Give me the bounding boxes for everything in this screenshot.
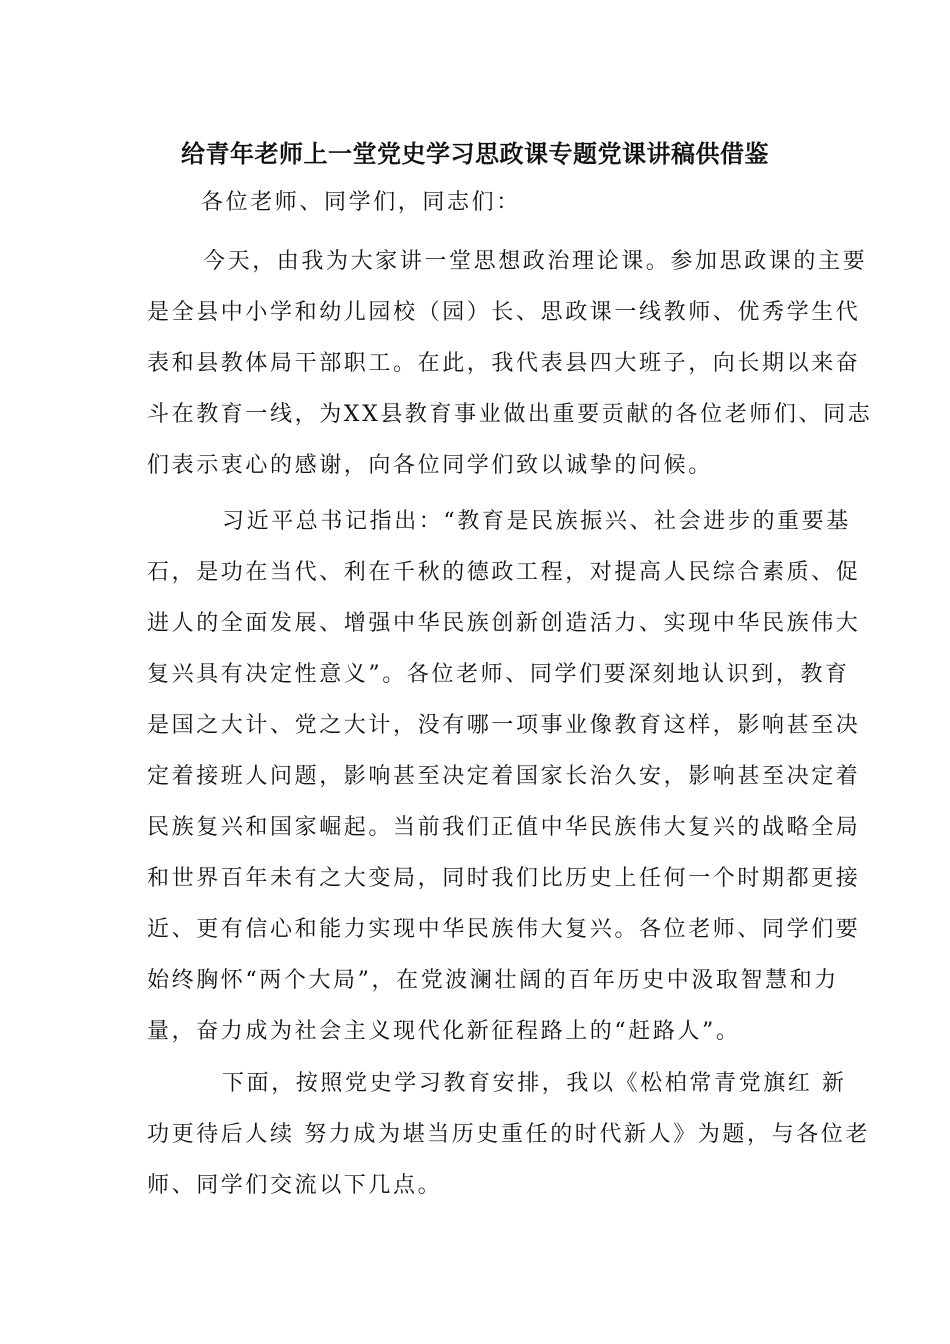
paragraph-line: 始终胸怀“两个大局”，在党波澜壮阔的百年历史中汲取智慧和力 xyxy=(147,968,839,993)
paragraph-line: 今天，由我为大家讲一堂思想政治理论课。参加思政课的主要 xyxy=(203,249,868,274)
paragraph-line: 石，是功在当代、利在千秋的德政工程，对提高人民综合素质、促 xyxy=(147,560,861,585)
paragraph-line: 和世界百年未有之大变局，同时我们比历史上任何一个时期都更接 xyxy=(147,866,861,891)
paragraph-line: 师、同学们交流以下几点。 xyxy=(147,1173,443,1198)
paragraph-line: 民族复兴和国家崛起。当前我们正值中华民族伟大复兴的战略全局 xyxy=(147,815,861,840)
salutation: 各位老师、同学们，同志们： xyxy=(201,190,521,215)
paragraph-line: 近、更有信心和能力实现中华民族伟大复兴。各位老师、同学们要 xyxy=(147,917,861,942)
paragraph-line: 表和县教体局干部职工。在此，我代表县四大班子，向长期以来奋 xyxy=(147,351,861,376)
paragraph-line: 下面，按照党史学习教育安排，我以《松柏常青党旗红 新 xyxy=(222,1071,847,1096)
paragraph-line: 量，奋力成为社会主义现代化新征程路上的“赶路人”。 xyxy=(147,1019,741,1044)
document-title: 给青年老师上一堂党史学习思政课专题党课讲稿供借鉴 xyxy=(181,139,769,168)
paragraph-line: 是全县中小学和幼儿园校（园）长、思政课一线教师、优秀学生代 xyxy=(147,300,861,325)
paragraph-line: 是国之大计、党之大计，没有哪一项事业像教育这样，影响甚至决 xyxy=(147,713,861,738)
paragraph-line: 功更待后人续 努力成为堪当历史重任的时代新人》为题，与各位老 xyxy=(147,1122,870,1147)
paragraph-line: 们表示衷心的感谢，向各位同学们致以诚挚的问候。 xyxy=(147,453,713,478)
paragraph-line: 复兴具有决定性意义”。各位老师、同学们要深刻地认识到，教育 xyxy=(147,662,850,687)
paragraph-line: 斗在教育一线，为XX县教育事业做出重要贡献的各位老师们、同志 xyxy=(147,402,873,427)
paragraph-line: 习近平总书记指出：“教育是民族振兴、社会进步的重要基 xyxy=(222,509,851,534)
paragraph-line: 定着接班人问题，影响甚至决定着国家长治久安，影响甚至决定着 xyxy=(147,764,861,789)
paragraph-line: 进人的全面发展、增强中华民族创新创造活力、实现中华民族伟大 xyxy=(147,611,861,636)
